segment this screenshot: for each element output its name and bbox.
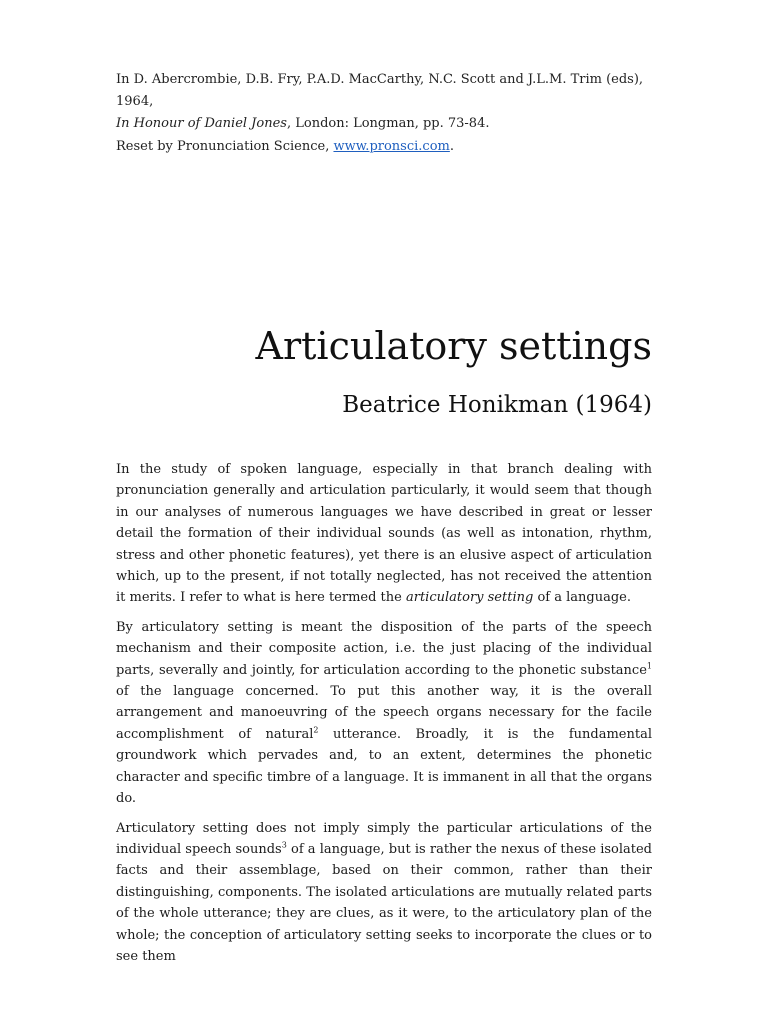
paragraph-text: of the language concerned. To put this another way, it is the overall arrangement and manoeuvring of the speech organs necessary for the facile accomplishment of natural [116, 684, 652, 742]
citation-publisher: , London: Longman, pp. 73-84. [286, 116, 490, 131]
pronsci-link[interactable]: www.pronsci.com [333, 139, 450, 154]
emphasis-term: articulatory setting [405, 590, 534, 606]
reset-prefix: Reset by Pronunciation Science, [116, 139, 334, 154]
paper-body [116, 459, 652, 975]
paragraph-text: of a language. [533, 590, 631, 606]
book-title: In Honour of Daniel Jones [116, 116, 287, 131]
citation-block [116, 69, 652, 135]
paragraph-text: of a language, but is rather the nexus of these isolated facts and their assemblage, based on their common, rather than their distinguishing, components. The isolated articulations are mutually related parts of the whole utterance; they are clues, as it were, to the articulatory plan of the whole; the conception of articulatory setting seeks to incorporate the clues or to see them [116, 841, 652, 964]
paragraph-text: Articulatory setting does not imply simply the particular articulations of the individual speech sounds [116, 820, 652, 857]
paragraph-text: utterance. Broadly, it is the fundamental groundwork which pervades and, to an extent, determines the phonetic character and specific timbre of a language. It is immanent in all that the organs do. [116, 726, 653, 807]
paper-title: Articulatory settings [255, 324, 652, 368]
paragraph-3 [116, 818, 652, 968]
footnote-ref[interactable]: 1 [646, 661, 652, 671]
paragraph-1 [116, 459, 652, 609]
reset-suffix: . [449, 139, 454, 154]
paragraph-2 [116, 617, 652, 810]
citation-line: In D. Abercrombie, D.B. Fry, P.A.D. MacCarthy, N.C. Scott and J.L.M. Trim (eds), 1964, [116, 72, 644, 109]
paragraph-text: In the study of spoken language, especially in that branch dealing with pronunciation generally and articulation particularly, it would seem that though in our analyses of numerous languages we have described in great or lesser detail the formation of their individual sounds (as well as intonation, rhythm, stress and other phonetic features), yet there is an elusive aspect of articulation which, up to the present, if not totally neglected, has not received the attention it merits. I refer to what is here termed the [116, 462, 652, 606]
paragraph-text: By articulatory setting is meant the disposition of the parts of the speech mechanism and their composite action, i.e. the just placing of the individual parts, severally and jointly, for articulation according to the phonetic substance [116, 619, 652, 678]
footnote-ref[interactable]: 3 [281, 840, 287, 850]
footnote-ref[interactable]: 2 [313, 725, 319, 735]
paper-author: Beatrice Honikman (1964) [342, 392, 652, 418]
reset-note [116, 136, 652, 158]
